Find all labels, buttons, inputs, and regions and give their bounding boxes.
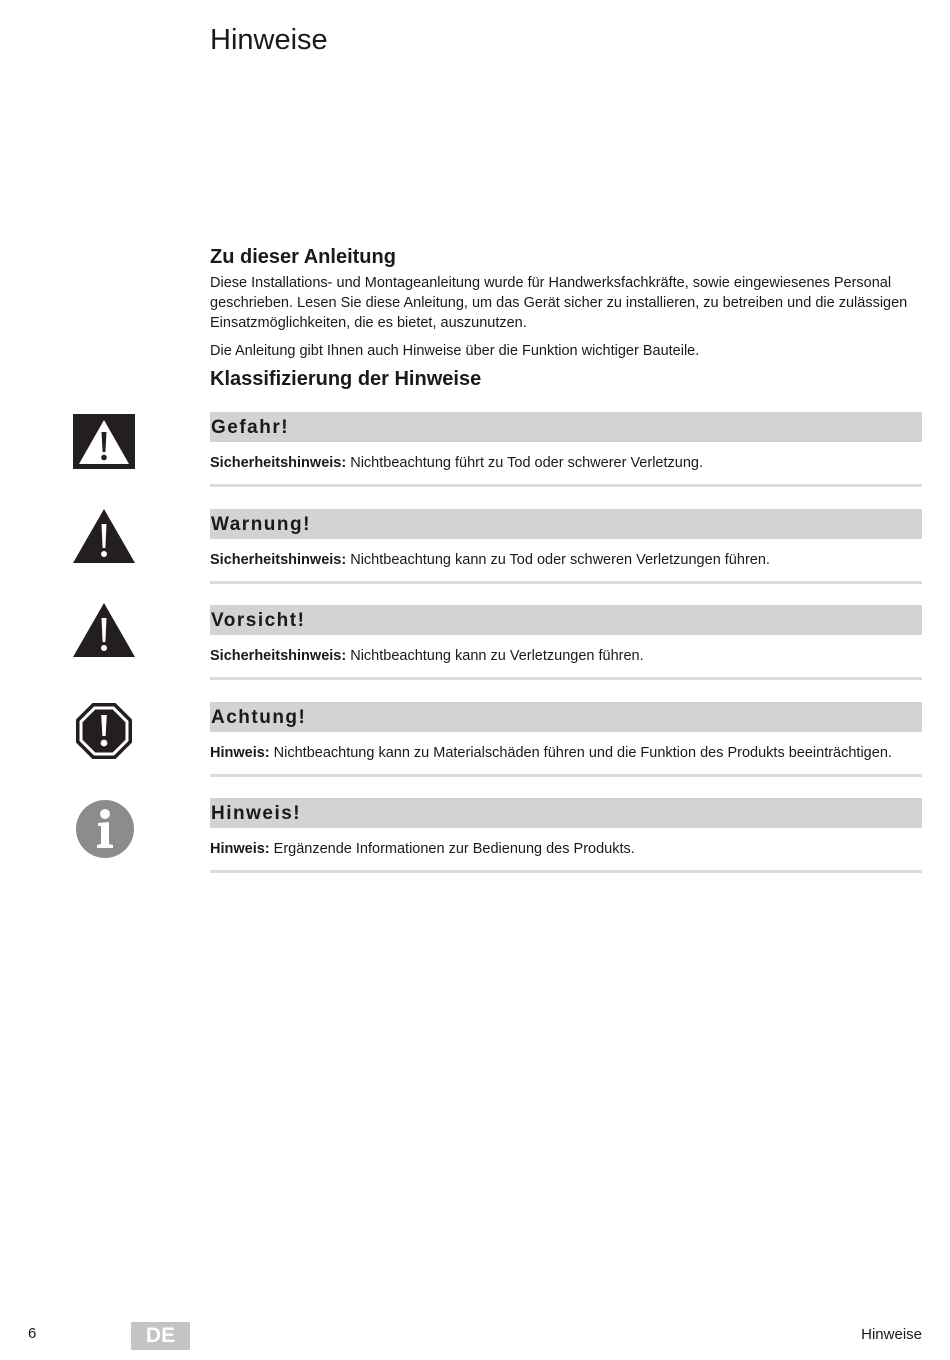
danger-warning-sign-icon	[72, 413, 136, 473]
notice-attention-body	[210, 702, 922, 763]
language-badge: DE	[131, 1322, 190, 1350]
about-text	[210, 273, 922, 361]
page-number: 6	[28, 1325, 37, 1342]
notice-warning-lead: Sicherheitshinweis:	[210, 551, 347, 568]
notice-attention-label: Achtung!	[210, 702, 922, 732]
notice-attention-text	[210, 743, 922, 763]
notice-info-text	[210, 839, 922, 859]
notice-caution-body	[210, 605, 922, 666]
footer-section-title: Hinweise	[861, 1326, 922, 1343]
notice-info-description: Ergänzende Informationen zur Bedienung des Produkts.	[269, 841, 635, 857]
notice-caution	[0, 605, 950, 702]
notice-attention-description: Nichtbeachtung kann zu Materialschäden führen und die Funktion des Produkts beeinträchtigen.	[269, 744, 892, 761]
notice-warning-body	[210, 509, 922, 570]
notice-attention	[0, 702, 950, 799]
notice-info-body	[210, 798, 922, 859]
warning-triangle-icon	[72, 506, 136, 566]
about-paragraph-1: Diese Installations- und Montageanleitung wurde für Handwerksfachkräfte, sowie eingewiesenes Personal geschrieben. Lesen Sie diese Anleitung, um das Gerät sicher zu installieren, zu betreiben und die zulässigen Einsatzmöglichkeiten, die es bietet, auszunutzen.	[210, 275, 908, 331]
notice-warning	[0, 509, 950, 606]
about-paragraph-2: Die Anleitung gibt Ihnen auch Hinweise über die Funktion wichtiger Bauteile.	[210, 343, 700, 359]
notice-info	[0, 798, 950, 895]
notice-danger	[0, 412, 950, 509]
notice-warning-text	[210, 550, 922, 570]
notice-warning-divider	[210, 581, 922, 584]
notice-list	[0, 412, 950, 895]
notice-danger-label: Gefahr!	[210, 412, 922, 442]
page-title: Hinweise	[210, 24, 328, 56]
notice-danger-body	[210, 412, 922, 473]
notice-info-label: Hinweis!	[210, 798, 922, 828]
notice-caution-lead: Sicherheitshinweis:	[210, 648, 347, 664]
notice-attention-divider	[210, 774, 922, 777]
attention-octagon-icon	[72, 700, 136, 760]
notice-danger-description: Nichtbeachtung führt zu Tod oder schwerer Verletzung.	[346, 455, 703, 471]
notice-danger-divider	[210, 484, 922, 487]
notice-attention-lead: Hinweis:	[210, 744, 270, 761]
caution-triangle-icon	[72, 600, 136, 660]
notice-caution-description: Nichtbeachtung kann zu Verletzungen führen.	[346, 648, 644, 664]
notice-info-divider	[210, 870, 922, 873]
intro-section	[210, 243, 922, 393]
classification-heading: Klassifizierung der Hinweise	[210, 368, 482, 390]
about-heading: Zu dieser Anleitung	[210, 246, 396, 268]
notice-warning-description: Nichtbeachtung kann zu Tod oder schweren Verletzungen führen.	[346, 551, 770, 568]
notice-danger-lead: Sicherheitshinweis:	[210, 455, 347, 471]
notice-danger-text	[210, 453, 922, 473]
notice-info-lead: Hinweis:	[210, 841, 270, 857]
notice-caution-label: Vorsicht!	[210, 605, 922, 635]
notice-caution-divider	[210, 677, 922, 680]
notice-caution-text	[210, 646, 922, 666]
info-circle-icon	[72, 799, 136, 859]
notice-warning-label: Warnung!	[210, 509, 922, 539]
